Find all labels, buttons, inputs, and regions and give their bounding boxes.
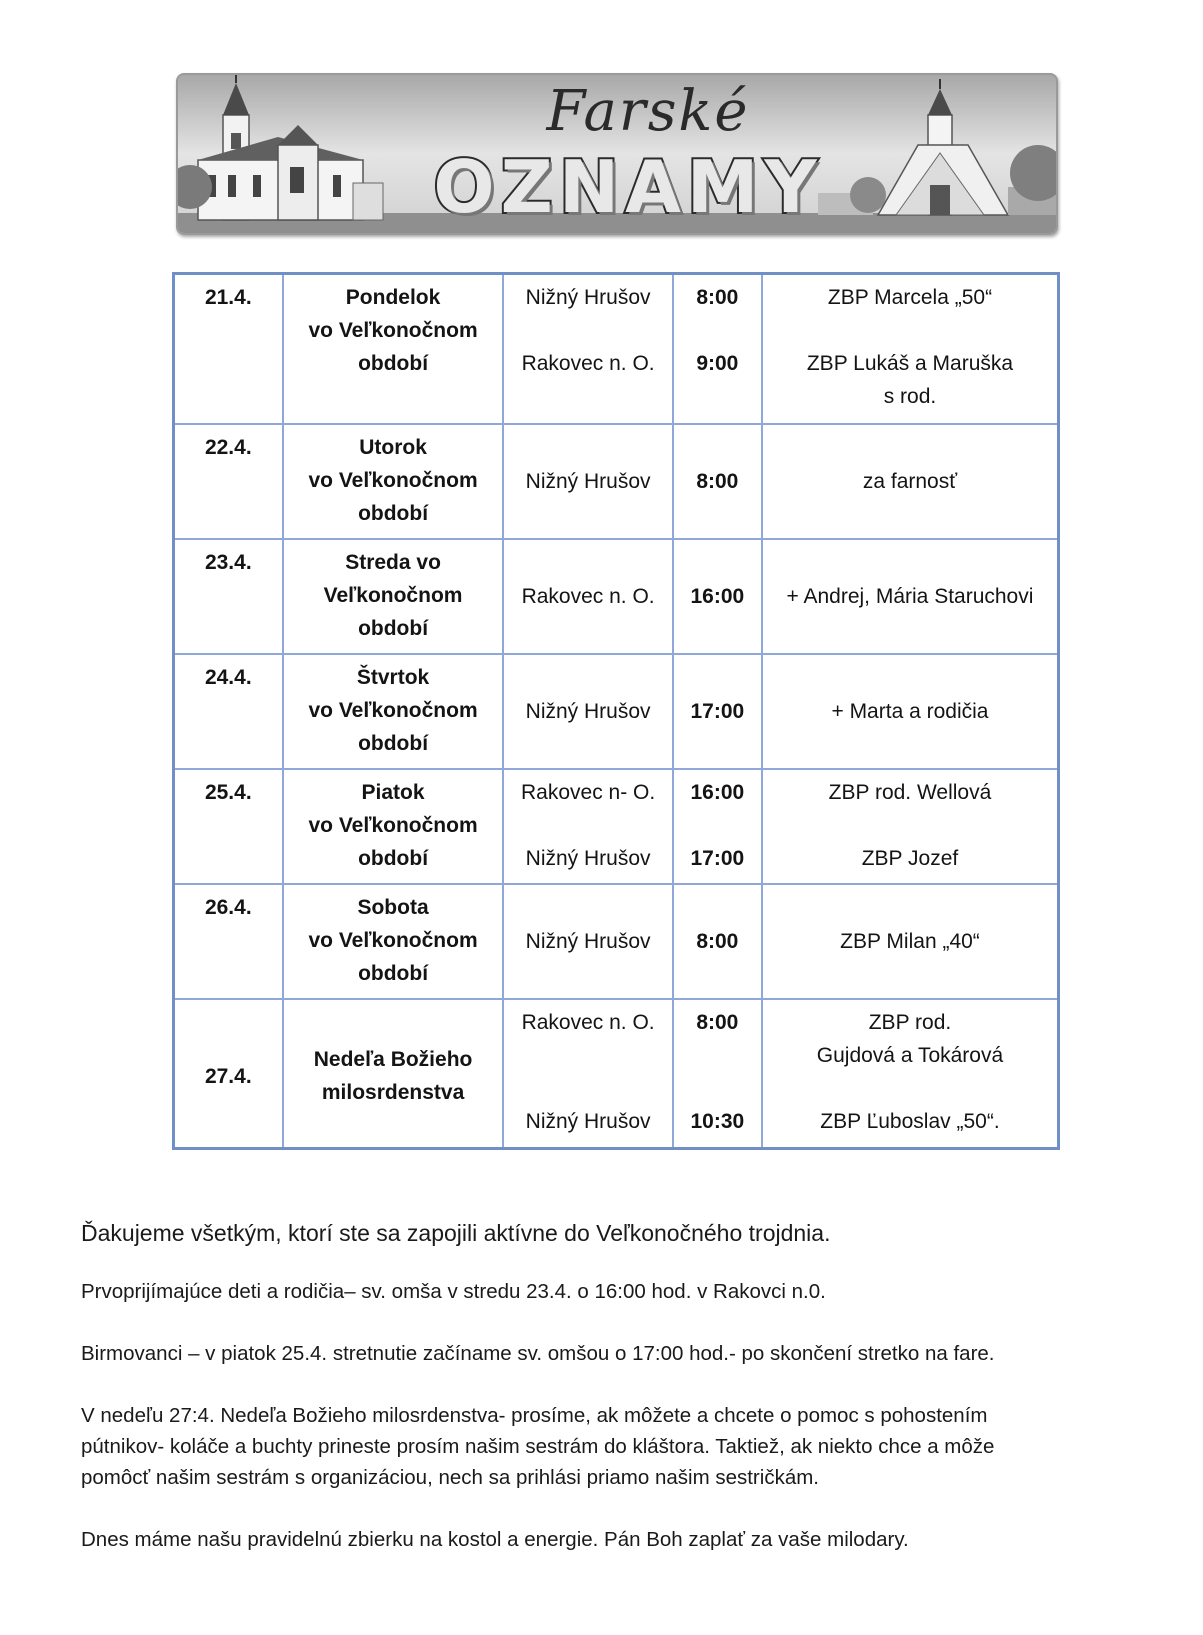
day-cell: Nedeľa Božieho milosrdenstva (283, 999, 504, 1149)
intention-cell: ZBP rod. Wellová ZBP Jozef (762, 769, 1059, 884)
intention-cell: ZBP rod. Gujdová a Tokárová ZBP Ľuboslav „50“. (762, 999, 1059, 1149)
place-cell: Rakovec n. O. Nižný Hrušov (503, 999, 672, 1149)
place-cell: Nižný Hrušov (503, 654, 672, 769)
date-cell: 23.4. (174, 539, 283, 654)
time-cell: 16:00 (673, 539, 762, 654)
mass-schedule-table (172, 272, 1060, 1150)
date-cell: 25.4. (174, 769, 283, 884)
day-cell: Streda vo Veľkonočnom období (283, 539, 504, 654)
header-banner (176, 73, 1058, 235)
place-cell: Nižný Hrušov Rakovec n. O. (503, 274, 672, 424)
time-cell: 16:00 17:00 (673, 769, 762, 884)
intention-cell: + Marta a rodičia (762, 654, 1059, 769)
table-row (174, 274, 1059, 424)
day-cell: Sobota vo Veľkonočnom období (283, 884, 504, 999)
place-cell: Rakovec n- O. Nižný Hrušov (503, 769, 672, 884)
confirmation-notice: Birmovanci – v piatok 25.4. stretnutie začíname sv. omšou o 17:00 hod.- po skončení stretko na fare. (81, 1342, 995, 1365)
place-cell: Nižný Hrušov (503, 884, 672, 999)
intention-cell: ZBP Milan „40“ (762, 884, 1059, 999)
table-row (174, 884, 1059, 999)
table-row (174, 539, 1059, 654)
date-cell: 26.4. (174, 884, 283, 999)
day-cell: Štvrtok vo Veľkonočnom období (283, 654, 504, 769)
table-row (174, 424, 1059, 539)
intention-cell: ZBP Marcela „50“ ZBP Lukáš a Maruška s rod. (762, 274, 1059, 424)
place-cell: Rakovec n. O. (503, 539, 672, 654)
banner-title-oznamy: OZNAMY (433, 145, 823, 229)
date-cell: 27.4. (174, 999, 283, 1149)
intention-cell: + Andrej, Mária Staruchovi (762, 539, 1059, 654)
table-row (174, 999, 1059, 1149)
day-cell: Piatok vo Veľkonočnom období (283, 769, 504, 884)
place-cell: Nižný Hrušov (503, 424, 672, 539)
time-cell: 8:00 9:00 (673, 274, 762, 424)
date-cell: 24.4. (174, 654, 283, 769)
first-communion-notice: Prvoprijímajúce deti a rodičia– sv. omša v stredu 23.4. o 16:00 hod. v Rakovci n.0. (81, 1280, 826, 1303)
banner-title-farske: Farské (546, 79, 750, 144)
date-cell: 22.4. (174, 424, 283, 539)
day-cell: Utorok vo Veľkonočnom období (283, 424, 504, 539)
time-cell: 17:00 (673, 654, 762, 769)
time-cell: 8:00 (673, 424, 762, 539)
table-row (174, 654, 1059, 769)
intention-cell: za farnosť (762, 424, 1059, 539)
date-cell: 21.4. (174, 274, 283, 424)
thanks-notice: Ďakujeme všetkým, ktorí ste sa zapojili aktívne do Veľkonočného trojdnia. (81, 1220, 831, 1246)
collection-notice: Dnes máme našu pravidelnú zbierku na kostol a energie. Pán Boh zaplať za vaše milodary. (81, 1528, 909, 1551)
table-row (174, 769, 1059, 884)
announcements (81, 1218, 1161, 1586)
time-cell: 8:00 10:30 (673, 999, 762, 1149)
divine-mercy-notice: V nedeľu 27:4. Nedeľa Božieho milosrdenstva- prosíme, ak môžete a chcete o pomoc s pohostením pútnikov- koláče a buchty prineste prosím našim sestrám do kláštora. Taktiež, ak niekto chce a môže pomôcť našim sestrám s organizáciou, nech sa prihlási priamo našim sestričkám. (81, 1404, 995, 1489)
time-cell: 8:00 (673, 884, 762, 999)
day-cell: Pondelok vo Veľkonočnom období (283, 274, 504, 424)
